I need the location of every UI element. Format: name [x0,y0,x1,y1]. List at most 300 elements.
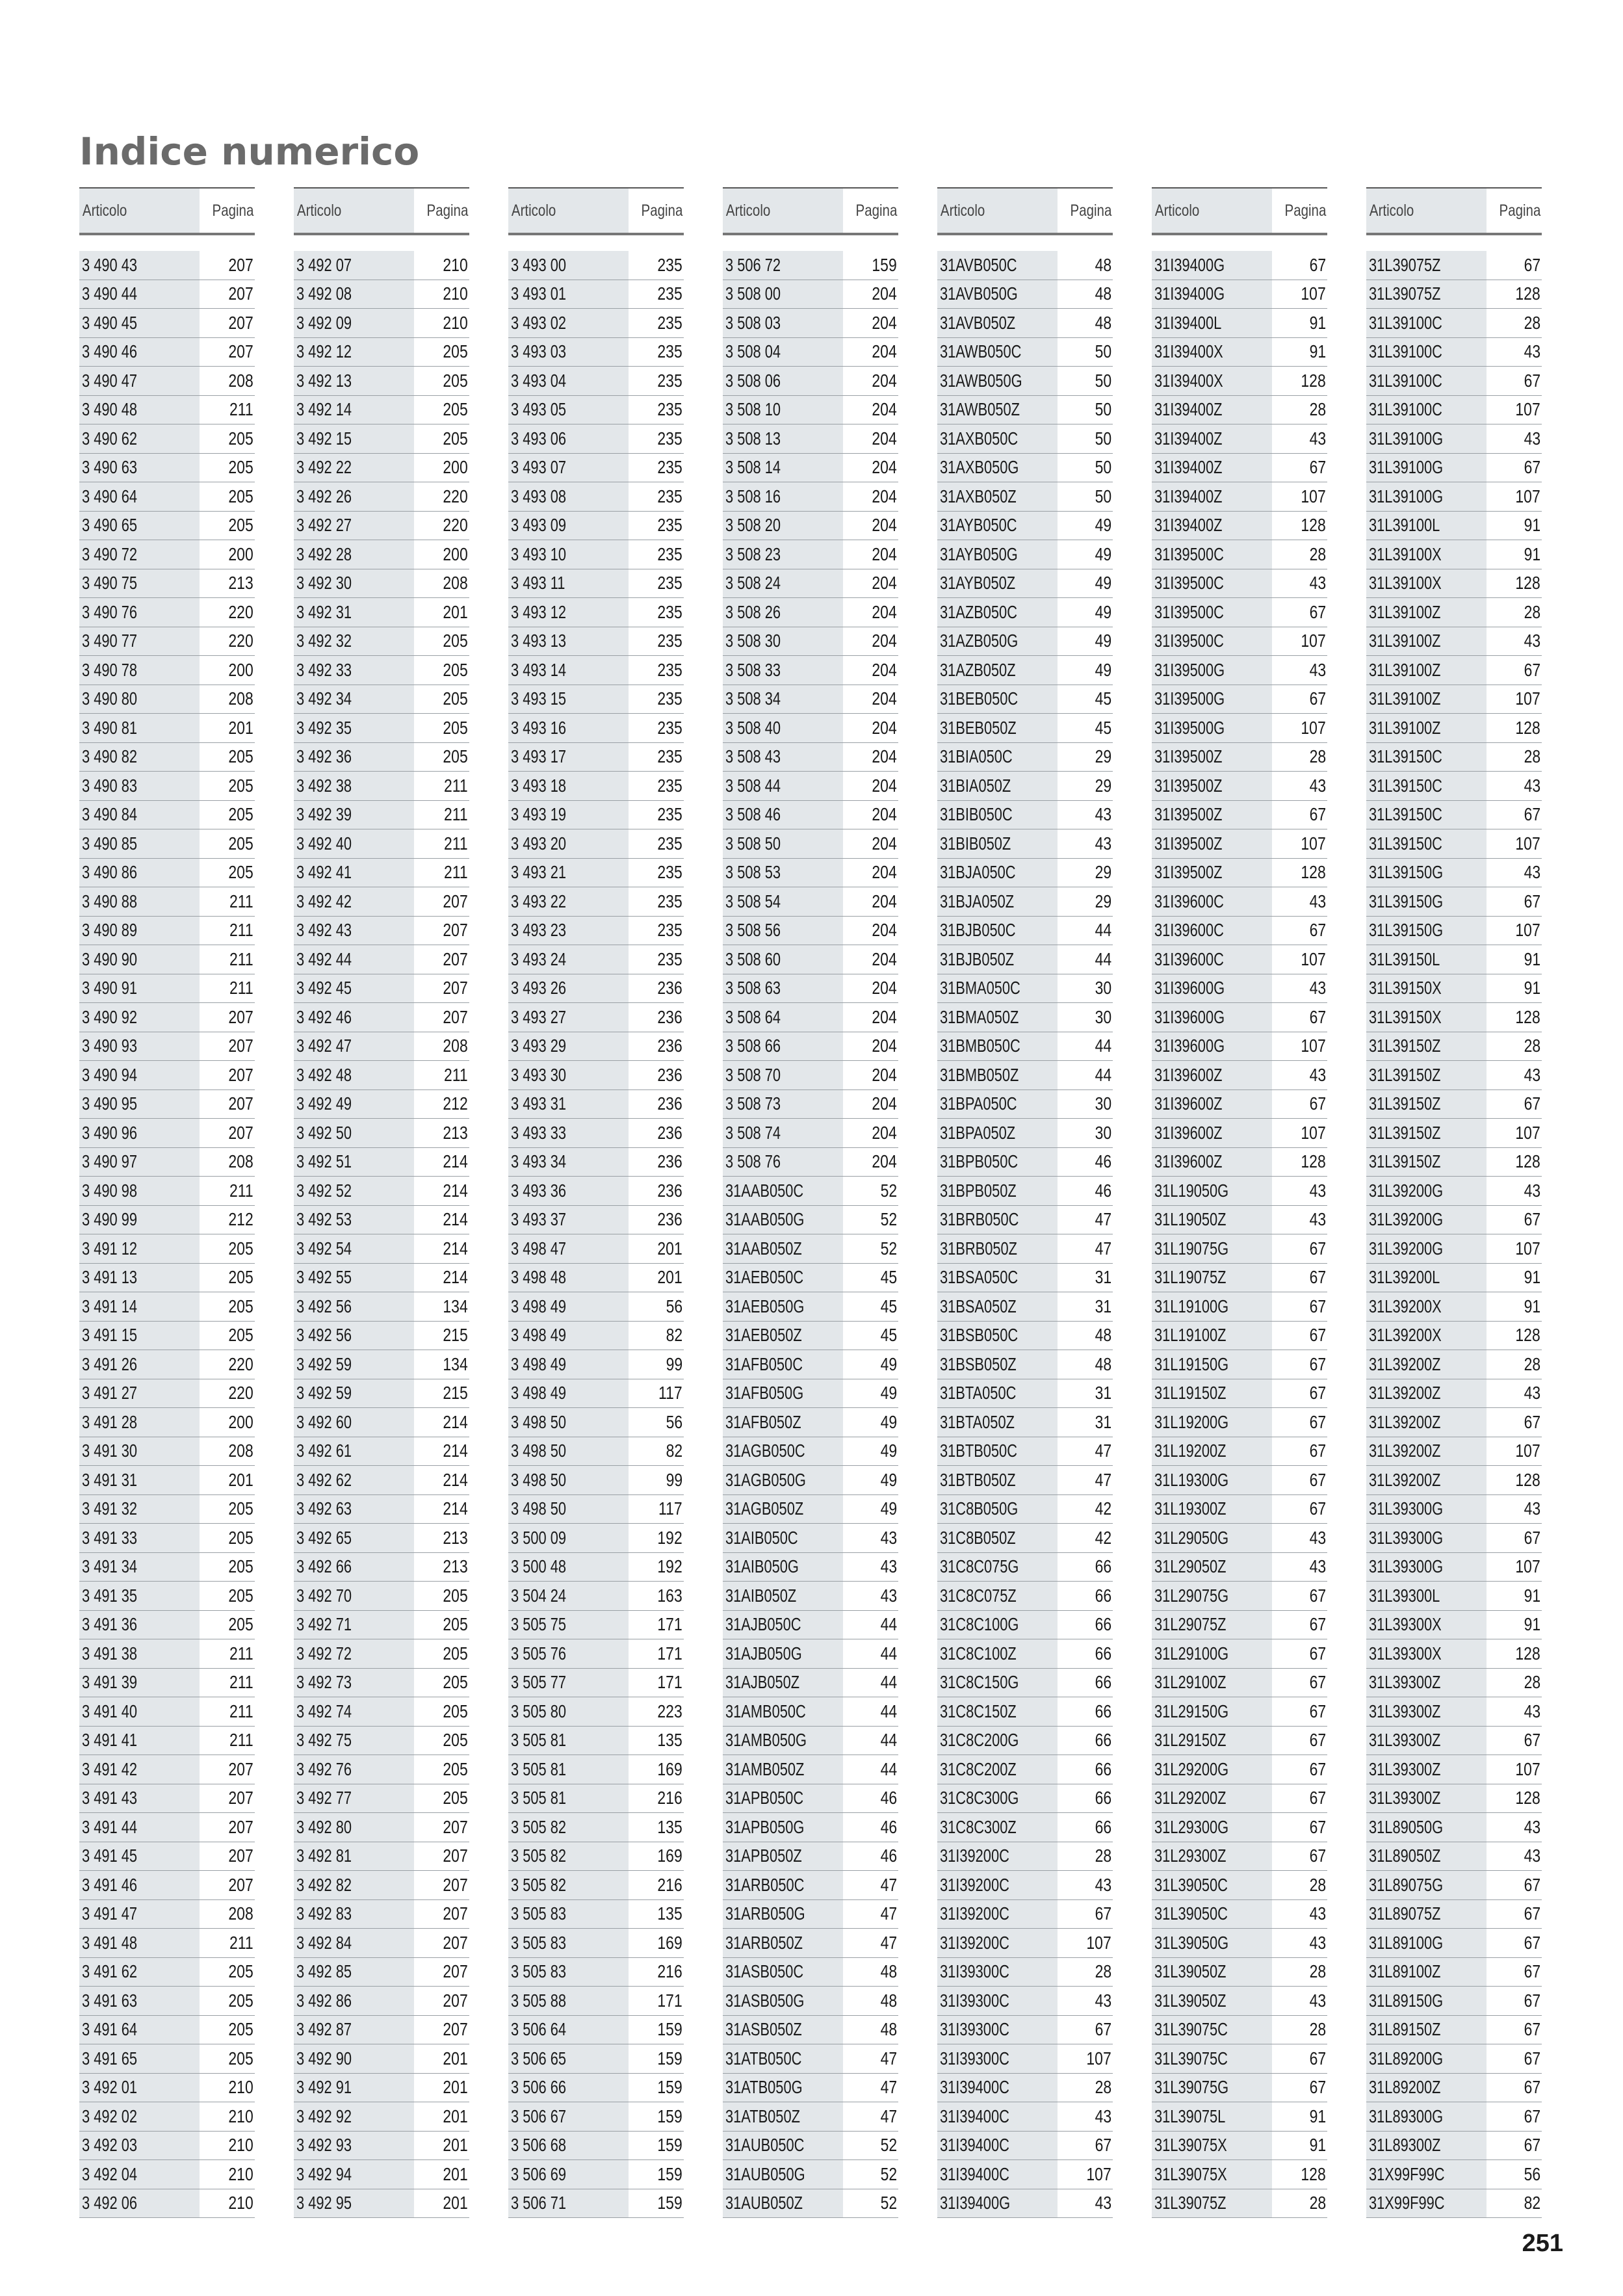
page-ref: 49 [1095,543,1111,564]
page-ref: 205 [228,1296,253,1316]
index-row [79,1842,255,1872]
index-row [294,1987,469,2016]
index-row [1152,482,1327,512]
article-code: 31BTB050Z [937,1466,1058,1494]
article-code: 3 508 74 [723,1119,843,1147]
article-code: 3 492 53 [294,1206,414,1234]
page-ref: 128 [1515,1151,1540,1172]
page-ref: 216 [657,1874,682,1895]
article-code: 31AGB050C [723,1437,843,1466]
article-code: 31L89150G [1366,1987,1487,2015]
article-code: 31I39200C [937,1842,1058,1871]
page-ref: 214 [443,1498,468,1519]
page-ref: 82 [1524,2193,1540,2213]
index-row [294,1408,469,1437]
index-row [1152,772,1327,801]
page-ref: 205 [228,1614,253,1635]
index-row [1152,540,1327,569]
index-row [79,1264,255,1293]
index-row [508,917,684,946]
index-row [294,743,469,772]
article-code: 3 490 80 [79,685,200,714]
index-row [937,1466,1113,1495]
article-code: 3 505 81 [508,1784,629,1813]
article-code: 31L89050Z [1366,1842,1487,1871]
article-code: 31L29300Z [1152,1842,1272,1871]
index-row [723,917,898,946]
article-code: 31I39600Z [1152,1148,1272,1177]
article-code: 3 490 72 [79,540,200,569]
article-code: 31L39100X [1366,540,1487,569]
page-ref: 210 [228,2106,253,2126]
article-code: 31I39500G [1152,714,1272,742]
article-code: 3 508 04 [723,338,843,367]
index-row [508,1322,684,1351]
page-ref: 211 [229,978,253,998]
index-row [1152,2102,1327,2132]
article-code: 3 492 65 [294,1524,414,1552]
page-ref: 49 [1095,573,1111,594]
page-ref: 210 [228,2135,253,2156]
article-code: 3 492 12 [294,338,414,367]
index-row [1152,1061,1327,1090]
index-row [723,2044,898,2074]
page-ref: 67 [1309,2048,1326,2068]
page-ref: 47 [1095,1441,1111,1461]
index-row [1366,1900,1542,1929]
page-ref: 66 [1095,1614,1111,1635]
article-code: 3 505 82 [508,1842,629,1871]
article-code: 3 492 77 [294,1784,414,1813]
article-code: 31L39300Z [1366,1727,1487,1755]
index-row [79,454,255,483]
article-code: 3 498 47 [508,1234,629,1263]
index-row [937,1061,1113,1090]
article-code: 31L29200G [1152,1755,1272,1784]
article-code: 31I39600Z [1152,1090,1272,1119]
page-ref: 44 [1095,1036,1111,1056]
index-row [1152,1958,1327,1987]
page-ref: 214 [443,1238,468,1259]
article-code: 31L39100G [1366,482,1487,511]
article-code: 3 506 68 [508,2132,629,2160]
page-ref: 159 [657,2077,682,2098]
column-header [294,187,469,235]
article-code: 31ARB050C [723,1871,843,1899]
index-row [937,2044,1113,2074]
page-ref: 205 [228,457,253,478]
index-row [1152,2132,1327,2161]
index-row [1366,1061,1542,1090]
article-code: 31AMB050C [723,1697,843,1726]
article-code: 31L39300X [1366,1639,1487,1668]
index-row [79,1929,255,1958]
article-code: 3 493 33 [508,1119,629,1147]
index-row [1152,1322,1327,1351]
index-row [937,1697,1113,1727]
index-row [79,1639,255,1669]
page-ref: 28 [1524,1353,1540,1374]
index-row [294,2044,469,2074]
index-row [79,338,255,367]
article-code: 31I39400G [937,2189,1058,2218]
page-ref: 205 [228,515,253,536]
page-ref: 205 [228,2019,253,2040]
article-code: 31I39400Z [1152,396,1272,424]
article-code: 31L39150Z [1366,1119,1487,1147]
page-ref: 31 [1095,1296,1111,1316]
page-ref: 49 [880,1469,897,1490]
page-ref: 67 [1309,1846,1326,1866]
page-ref: 211 [444,833,468,854]
page-ref: 205 [443,370,468,391]
index-row [723,1524,898,1553]
index-row [508,1553,684,1582]
article-code: 31BSA050C [937,1264,1058,1292]
index-row [508,945,684,974]
page-ref: 107 [1301,717,1326,738]
article-code: 3 493 13 [508,627,629,656]
index-row [723,1322,898,1351]
index-row [1366,917,1542,946]
article-code: 31I39500Z [1152,743,1272,772]
page-ref: 128 [1301,1151,1326,1172]
page-ref: 91 [1524,1267,1540,1288]
page-ref: 50 [1095,399,1111,420]
page-ref: 43 [1309,1903,1326,1924]
page-ref: 29 [1095,862,1111,883]
index-row [723,424,898,454]
index-row [1366,1697,1542,1727]
header-article: Articolo [940,201,985,220]
index-row [1152,424,1327,454]
article-code: 3 492 44 [294,945,414,974]
article-code: 31AAB050G [723,1206,843,1234]
page-ref: 207 [443,1816,468,1837]
article-code: 31AJB050C [723,1611,843,1639]
index-row [1366,1929,1542,1958]
article-code: 31L19300Z [1152,1495,1272,1524]
article-code: 3 508 46 [723,801,843,829]
index-row [508,1148,684,1177]
page-ref: 67 [1524,1990,1540,2011]
page-ref: 201 [657,1238,682,1259]
index-row [1152,1003,1327,1032]
index-row [508,1061,684,1090]
article-code: 3 506 69 [508,2160,629,2189]
index-row [79,1177,255,1206]
index-row [294,1697,469,1727]
page-ref: 45 [880,1267,897,1288]
index-row [723,482,898,512]
index-row [508,1003,684,1032]
article-code: 3 492 56 [294,1322,414,1350]
index-row [79,251,255,280]
index-row [508,1842,684,1872]
index-row [508,1929,684,1958]
page-ref: 235 [657,717,682,738]
index-row [1152,1611,1327,1640]
article-code: 31AMB050Z [723,1755,843,1784]
page-ref: 43 [1524,862,1540,883]
page-ref: 29 [1095,775,1111,796]
index-row [1152,396,1327,425]
article-code: 31L29075G [1152,1582,1272,1610]
index-row [79,1958,255,1987]
index-row [79,424,255,454]
page-ref: 91 [1524,948,1540,969]
index-row [1366,2102,1542,2132]
article-code: 31I39600Z [1152,1061,1272,1089]
article-code: 31I39400Z [1152,482,1272,511]
article-code: 3 508 14 [723,454,843,482]
index-row [937,1234,1113,1264]
page-ref: 207 [228,341,253,362]
index-row [937,1032,1113,1062]
index-row [937,338,1113,367]
index-row [937,887,1113,917]
index-row [508,887,684,917]
page-ref: 201 [657,1267,682,1288]
index-row [723,338,898,367]
page-ref: 30 [1095,1122,1111,1143]
page-ref: 56 [666,1411,682,1432]
page-ref: 46 [1095,1180,1111,1201]
index-row [1366,1379,1542,1409]
article-code: 3 493 07 [508,454,629,482]
article-code: 31BJA050Z [937,887,1058,916]
index-row [1366,424,1542,454]
index-columns [79,187,1543,2218]
page-ref: 28 [1524,1672,1540,1693]
index-row [723,1582,898,1611]
article-code: 3 491 15 [79,1322,200,1350]
page-ref: 216 [657,1961,682,1982]
article-code: 3 492 82 [294,1871,414,1899]
article-code: 3 490 96 [79,1119,200,1147]
article-code: 3 498 50 [508,1437,629,1466]
page-ref: 99 [666,1353,682,1374]
index-row [79,1524,255,1553]
page-ref: 205 [228,775,253,796]
article-code: 31L89200Z [1366,2074,1487,2102]
article-code: 31ASB050G [723,1987,843,2015]
index-row [723,1350,898,1379]
page-ref: 43 [1309,891,1326,911]
article-code: 31C8C075Z [937,1582,1058,1610]
article-code: 3 492 74 [294,1697,414,1726]
article-code: 31L39200G [1366,1177,1487,1205]
article-code: 3 493 05 [508,396,629,424]
index-row [723,1639,898,1669]
page-ref: 67 [1309,1383,1326,1403]
index-row [1152,1177,1327,1206]
article-code: 31L39100Z [1366,627,1487,656]
index-row [508,801,684,830]
page-ref: 205 [443,1643,468,1663]
page-ref: 128 [1515,283,1540,304]
index-row [723,1697,898,1727]
article-code: 31L29100Z [1152,1669,1272,1697]
index-row [294,974,469,1004]
index-column [937,187,1113,2218]
index-row [1152,656,1327,685]
page-ref: 91 [1524,543,1540,564]
article-code: 3 491 64 [79,2016,200,2044]
article-code: 3 491 27 [79,1379,200,1408]
article-code: 31L29050Z [1152,1553,1272,1582]
page-ref: 200 [228,1411,253,1432]
article-code: 31AUB050G [723,2160,843,2189]
article-code: 31L89050G [1366,1813,1487,1842]
index-row [79,829,255,859]
article-code: 3 493 12 [508,598,629,627]
page-ref: 128 [1515,1643,1540,1663]
index-row [79,1148,255,1177]
article-code: 31I39600G [1152,1003,1272,1032]
page-ref: 204 [872,659,897,680]
index-row [1366,974,1542,1004]
article-code: 31L39300Z [1366,1755,1487,1784]
article-code: 3 498 49 [508,1350,629,1379]
index-row [937,1582,1113,1611]
article-code: 31AXB050G [937,454,1058,482]
index-row [937,1611,1113,1640]
page-ref: 47 [1095,1238,1111,1259]
index-row [294,1755,469,1784]
page-ref: 207 [228,1874,253,1895]
index-row [1152,1639,1327,1669]
article-code: 31BTB050C [937,1437,1058,1466]
page-ref: 211 [444,862,468,883]
index-row [723,1177,898,1206]
index-row [508,338,684,367]
index-row [508,1379,684,1409]
index-row [79,1813,255,1842]
index-row [294,1727,469,1756]
article-code: 31I39500C [1152,569,1272,598]
article-code: 31BIA050Z [937,772,1058,800]
page-ref: 235 [657,428,682,449]
article-code: 3 492 90 [294,2044,414,2073]
page-ref: 48 [1095,254,1111,275]
index-row [723,2160,898,2189]
index-row [508,1495,684,1524]
index-row [508,1727,684,1756]
article-code: 31L39150X [1366,1003,1487,1032]
article-code: 3 508 64 [723,1003,843,1032]
page-ref: 47 [1095,1209,1111,1230]
article-code: 31L39100G [1366,454,1487,482]
article-code: 31AFB050C [723,1350,843,1379]
article-code: 3 490 92 [79,1003,200,1032]
article-code: 31I39400X [1152,367,1272,395]
article-code: 3 490 93 [79,1032,200,1061]
index-row [1152,1553,1327,1582]
article-code: 3 493 06 [508,424,629,453]
page-ref: 28 [1095,1846,1111,1866]
article-code: 3 492 30 [294,569,414,598]
index-row [508,2102,684,2132]
article-code: 31L29075Z [1152,1611,1272,1639]
article-code: 31C8C100Z [937,1639,1058,1668]
article-code: 31BTA050Z [937,1408,1058,1437]
article-code: 3 491 42 [79,1755,200,1784]
article-code: 3 492 87 [294,2016,414,2044]
page-ref: 236 [657,1006,682,1027]
index-row [937,396,1113,425]
page-ref: 169 [657,1846,682,1866]
index-row [723,1379,898,1409]
article-code: 31L39050C [1152,1900,1272,1929]
index-row [1366,627,1542,657]
page-ref: 48 [1095,312,1111,333]
article-code: 3 492 72 [294,1639,414,1668]
page-ref: 204 [872,515,897,536]
index-row [508,2189,684,2219]
index-row [508,2016,684,2045]
page-ref: 208 [228,1903,253,1924]
article-code: 31L39150C [1366,801,1487,829]
article-code: 3 491 28 [79,1408,200,1437]
page-ref: 215 [443,1383,468,1403]
index-row [508,772,684,801]
article-code: 31L39050Z [1152,1958,1272,1987]
index-row [937,1842,1113,1872]
index-row [508,2160,684,2189]
page-ref: 107 [1515,399,1540,420]
page-ref: 223 [657,1701,682,1721]
page-ref: 67 [1309,2077,1326,2098]
article-code: 3 493 10 [508,540,629,569]
article-code: 3 491 30 [79,1437,200,1466]
page-ref: 91 [1309,2106,1326,2126]
article-code: 3 492 55 [294,1264,414,1292]
article-code: 31AUB050C [723,2132,843,2160]
article-code: 3 505 88 [508,1987,629,2015]
article-code: 3 508 50 [723,829,843,858]
index-row [723,656,898,685]
article-code: 3 490 65 [79,512,200,540]
index-row [1366,1234,1542,1264]
index-row [1152,2016,1327,2045]
page-ref: 205 [443,631,468,651]
index-row [508,309,684,338]
page-ref: 43 [1309,1990,1326,2011]
page-ref: 49 [1095,601,1111,622]
article-code: 31L39150X [1366,974,1487,1003]
index-row [1366,1119,1542,1148]
index-row [294,1322,469,1351]
page-ref: 208 [443,1036,468,1056]
article-code: 31AEB050C [723,1264,843,1292]
index-row [723,1929,898,1958]
article-code: 31L19150Z [1152,1379,1272,1408]
article-code: 3 506 71 [508,2189,629,2218]
index-row [723,1003,898,1032]
page-ref: 107 [1515,1556,1540,1577]
article-code: 31C8C200Z [937,1755,1058,1784]
index-row [1366,887,1542,917]
article-code: 3 498 50 [508,1495,629,1524]
page-ref: 52 [880,1209,897,1230]
page-ref: 107 [1515,1238,1540,1259]
page-ref: 205 [443,717,468,738]
article-code: 3 493 37 [508,1206,629,1234]
page-ref: 43 [1524,1701,1540,1721]
article-code: 31L39150C [1366,772,1487,800]
page-ref: 159 [657,2019,682,2040]
